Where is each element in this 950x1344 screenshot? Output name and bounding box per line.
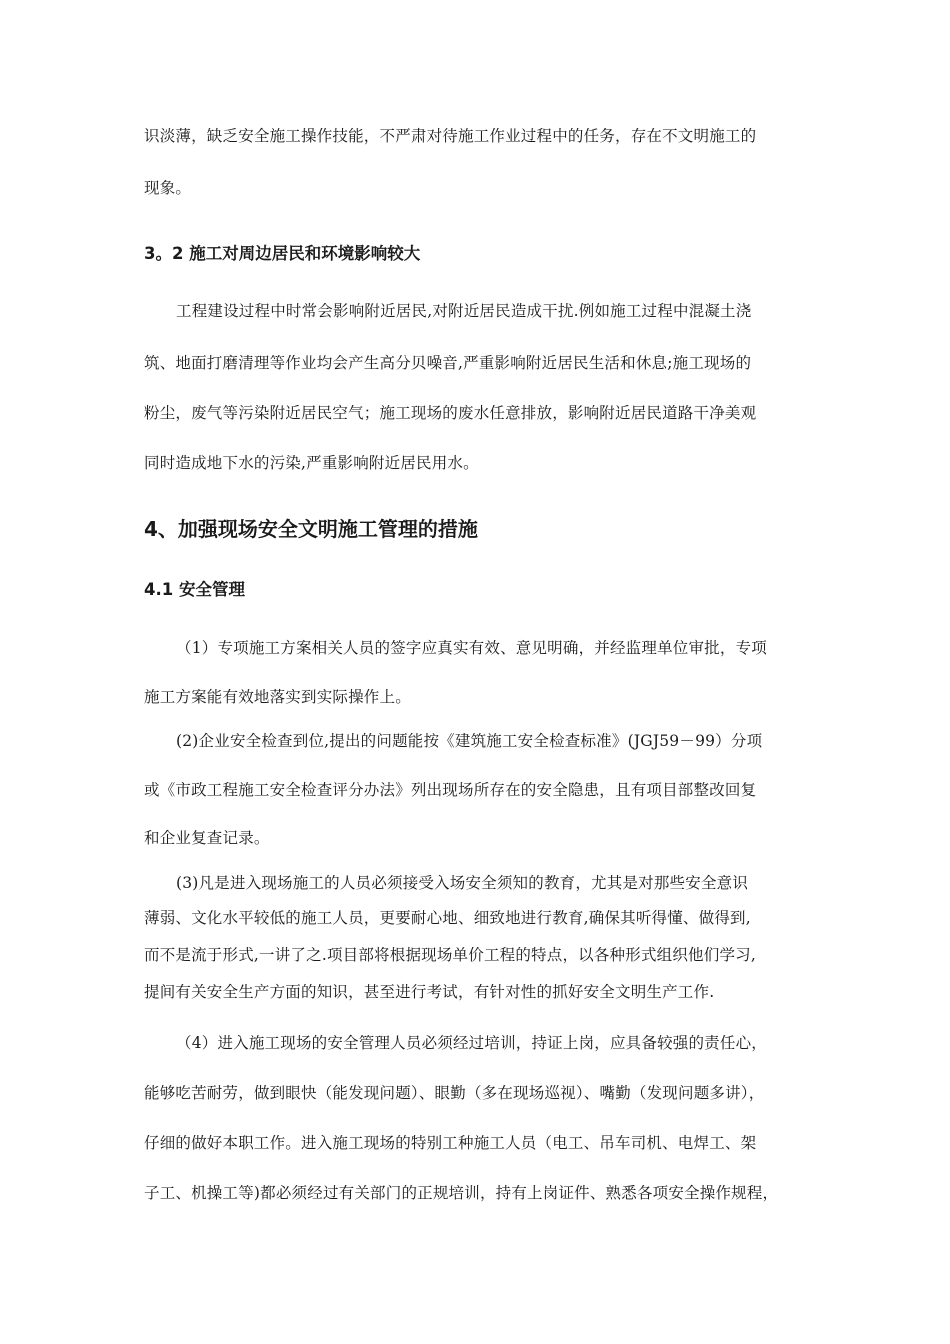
paragraph-line: 同时造成地下水的污染,严重影响附近居民用水。 — [144, 454, 479, 472]
paragraph-line: 工程建设过程中时常会影响附近居民,对附近居民造成干扰.例如施工过程中混凝土浇 — [176, 302, 752, 320]
paragraph-line: （1）专项施工方案相关人员的签字应真实有效、意见明确，并经监理单位审批，专项 — [176, 639, 767, 657]
paragraph-line: （4）进入施工现场的安全管理人员必须经过培训，持证上岗，应具备较强的责任心， — [176, 1034, 767, 1052]
paragraph-line: 子工、机操工等)都必须经过有关部门的正规培训，持有上岗证件、熟悉各项安全操作规程， — [144, 1184, 779, 1202]
paragraph-line: 筑、地面打磨清理等作业均会产生高分贝噪音,严重影响附近居民生活和休息;施工现场的 — [144, 354, 752, 372]
paragraph-line: 能够吃苦耐劳，做到眼快（能发现问题）、眼勤（多在现场巡视）、嘴勤（发现问题多讲）， — [144, 1084, 765, 1102]
paragraph-line: 粉尘，废气等污染附近居民空气；施工现场的废水任意排放，影响附近居民道路干净美观 — [144, 404, 757, 422]
paragraph-line: 现象。 — [144, 179, 192, 197]
section-heading-3-2: 3。2 施工对周边居民和环境影响较大 — [144, 244, 421, 263]
paragraph-line: (3)凡是进入现场施工的人员必须接受入场安全须知的教育，尤其是对那些安全意识 — [176, 874, 749, 892]
paragraph-line: 识淡薄，缺乏安全施工操作技能，不严肃对待施工作业过程中的任务，存在不文明施工的 — [144, 127, 757, 145]
section-heading-4: 4、加强现场安全文明施工管理的措施 — [144, 517, 478, 541]
paragraph-line: 和企业复查记录。 — [144, 829, 270, 847]
paragraph-line: 薄弱、文化水平较低的施工人员，更要耐心地、细致地进行教育,确保其听得懂、做得到, — [144, 909, 751, 927]
paragraph-line: 而不是流于形式,一讲了之.项目部将根据现场单价工程的特点，以各种形式组织他们学习, — [144, 946, 756, 964]
paragraph-line: 仔细的做好本职工作。进入施工现场的特别工种施工人员（电工、吊车司机、电焊工、架 — [144, 1134, 757, 1152]
paragraph-line: 或《市政工程施工安全检查评分办法》列出现场所存在的安全隐患，且有项目部整改回复 — [144, 781, 757, 799]
paragraph-line: 提间有关安全生产方面的知识，甚至进行考试，有针对性的抓好安全文明生产工作. — [144, 983, 715, 1001]
paragraph-line: (2)企业安全检查到位,提出的问题能按《建筑施工安全检查标准》(JGJ59－99）分项 — [176, 732, 763, 750]
section-heading-4-1: 4.1 安全管理 — [144, 580, 245, 599]
paragraph-line: 施工方案能有效地落实到实际操作上。 — [144, 688, 411, 706]
